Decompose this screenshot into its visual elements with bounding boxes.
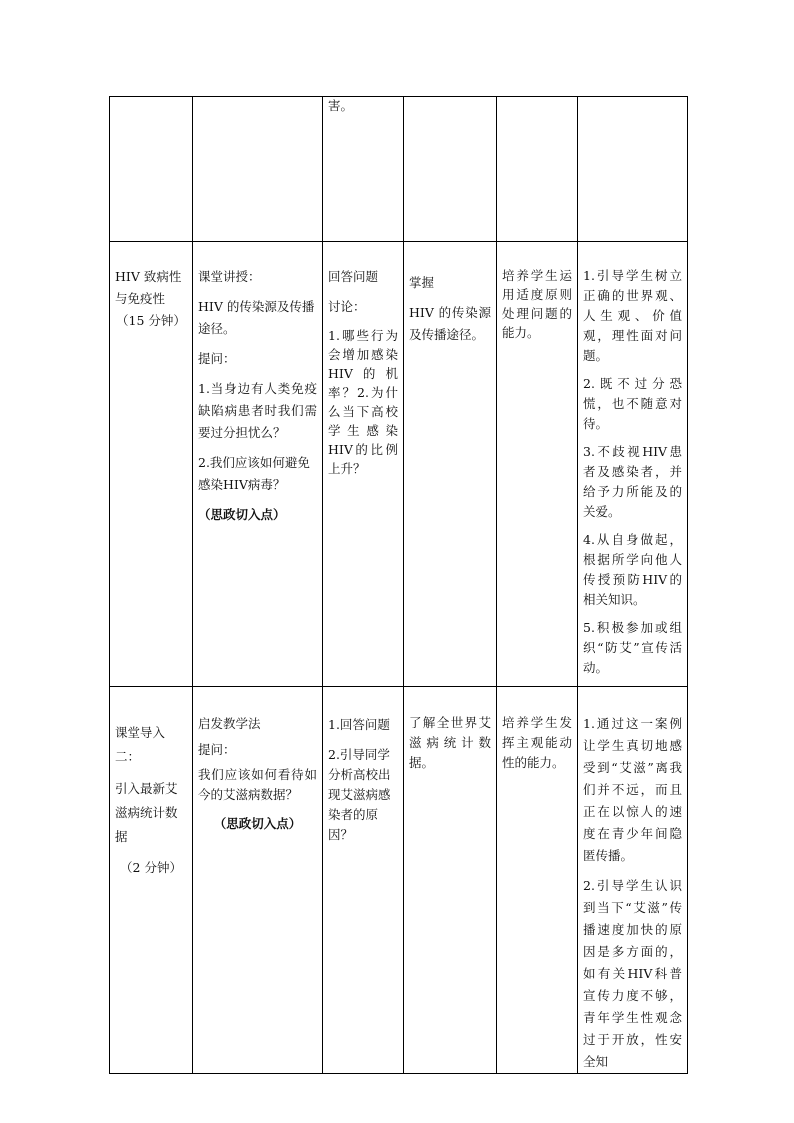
table-cell bbox=[193, 687, 323, 1074]
cell-text: 1.引导学生树立正确的世界观、人生观、价值观，理性面对问题。 bbox=[583, 268, 682, 363]
cell-text: 掌握 bbox=[409, 275, 435, 290]
cell-text: （思政切入点） bbox=[198, 507, 286, 522]
cell-text: 2.引导学生认识到当下“艾滋”传播速度加快的原因是多方面的，如有关HIV科普宣传力度不够，青年学生性观念过于开放，性安全知 bbox=[583, 878, 682, 1069]
cell-text: 3.不歧视HIV患者及感染者，并给予力所能及的关爱。 bbox=[583, 444, 682, 519]
cell-text: 提问： bbox=[198, 742, 236, 757]
table-cell bbox=[404, 97, 497, 242]
cell-text: HIV 的传染源及传播途径。 bbox=[409, 305, 491, 342]
table-cell bbox=[404, 687, 497, 1074]
cell-text: 引入最新艾滋病统计数据 bbox=[115, 781, 178, 844]
table-cell bbox=[578, 687, 688, 1074]
cell-text: 4.从自身做起，根据所学向他人传授预防HIV的相关知识。 bbox=[583, 532, 682, 607]
cell-text: 1.当身边有人类免疫缺陷病患者时我们需要过分担忧么？ bbox=[198, 381, 317, 440]
table-cell bbox=[110, 97, 193, 242]
cell-text: 培养学生运用适度原则处理问题的能力。 bbox=[502, 268, 572, 340]
table-cell bbox=[110, 242, 193, 687]
cell-text: 2.我们应该如何避免感染HIV病毒？ bbox=[198, 455, 310, 492]
table-cell bbox=[110, 687, 193, 1074]
lesson-plan-table bbox=[109, 96, 688, 1074]
table-cell bbox=[578, 242, 688, 687]
cell-text: （2 分钟） bbox=[120, 860, 182, 875]
table-row bbox=[110, 97, 688, 242]
table-cell bbox=[404, 242, 497, 687]
table-cell bbox=[323, 97, 404, 242]
cell-text: 1.通过这一案例让学生真切地感受到“艾滋”离我们并不远，而且正在以惊人的速度在青少年间隐匿传播。 bbox=[583, 716, 682, 863]
table-cell bbox=[323, 687, 404, 1074]
cell-text: 启发教学法 bbox=[198, 716, 261, 731]
cell-text: 2.引导同学分析高校出现艾滋病感染者的原因？ bbox=[328, 747, 391, 842]
cell-text: 讨论： bbox=[328, 299, 366, 314]
cell-text: 1.回答问题 bbox=[328, 717, 390, 732]
table-cell bbox=[497, 687, 578, 1074]
table-row bbox=[110, 687, 688, 1074]
cell-text: HIV 的传染源及传播途径。 bbox=[198, 299, 315, 336]
cell-text: 我们应该如何看待如今的艾滋病数据？ bbox=[198, 767, 317, 802]
table-cell bbox=[323, 242, 404, 687]
cell-text: 了解全世界艾滋病统计数据。 bbox=[409, 715, 491, 770]
cell-text: 1.哪些行为会增加感染HIV的机率？2.为什么当下高校学生感染HIV的比例上升？ bbox=[328, 328, 398, 476]
cell-text: 课堂导入二： bbox=[115, 725, 166, 764]
cell-text: HIV 致病性与免疫性 bbox=[115, 269, 182, 306]
table-row bbox=[110, 242, 688, 687]
cell-text: （思政切入点） bbox=[213, 816, 302, 831]
table-cell bbox=[497, 97, 578, 242]
table-cell bbox=[497, 242, 578, 687]
table-cell bbox=[578, 97, 688, 242]
cell-text: 害。 bbox=[328, 98, 354, 113]
table-cell bbox=[193, 97, 323, 242]
cell-text: 提问： bbox=[198, 351, 236, 366]
cell-text: （15 分钟） bbox=[116, 313, 186, 328]
cell-text: 2.既不过分恐慌，也不随意对待。 bbox=[583, 376, 682, 431]
cell-text: 5.积极参加或组织“防艾”宣传活动。 bbox=[583, 620, 682, 675]
cell-text: 回答问题 bbox=[328, 269, 379, 284]
cell-text: 课堂讲授： bbox=[198, 269, 261, 284]
cell-text: 培养学生发挥主观能动性的能力。 bbox=[502, 715, 572, 770]
table-cell bbox=[193, 242, 323, 687]
